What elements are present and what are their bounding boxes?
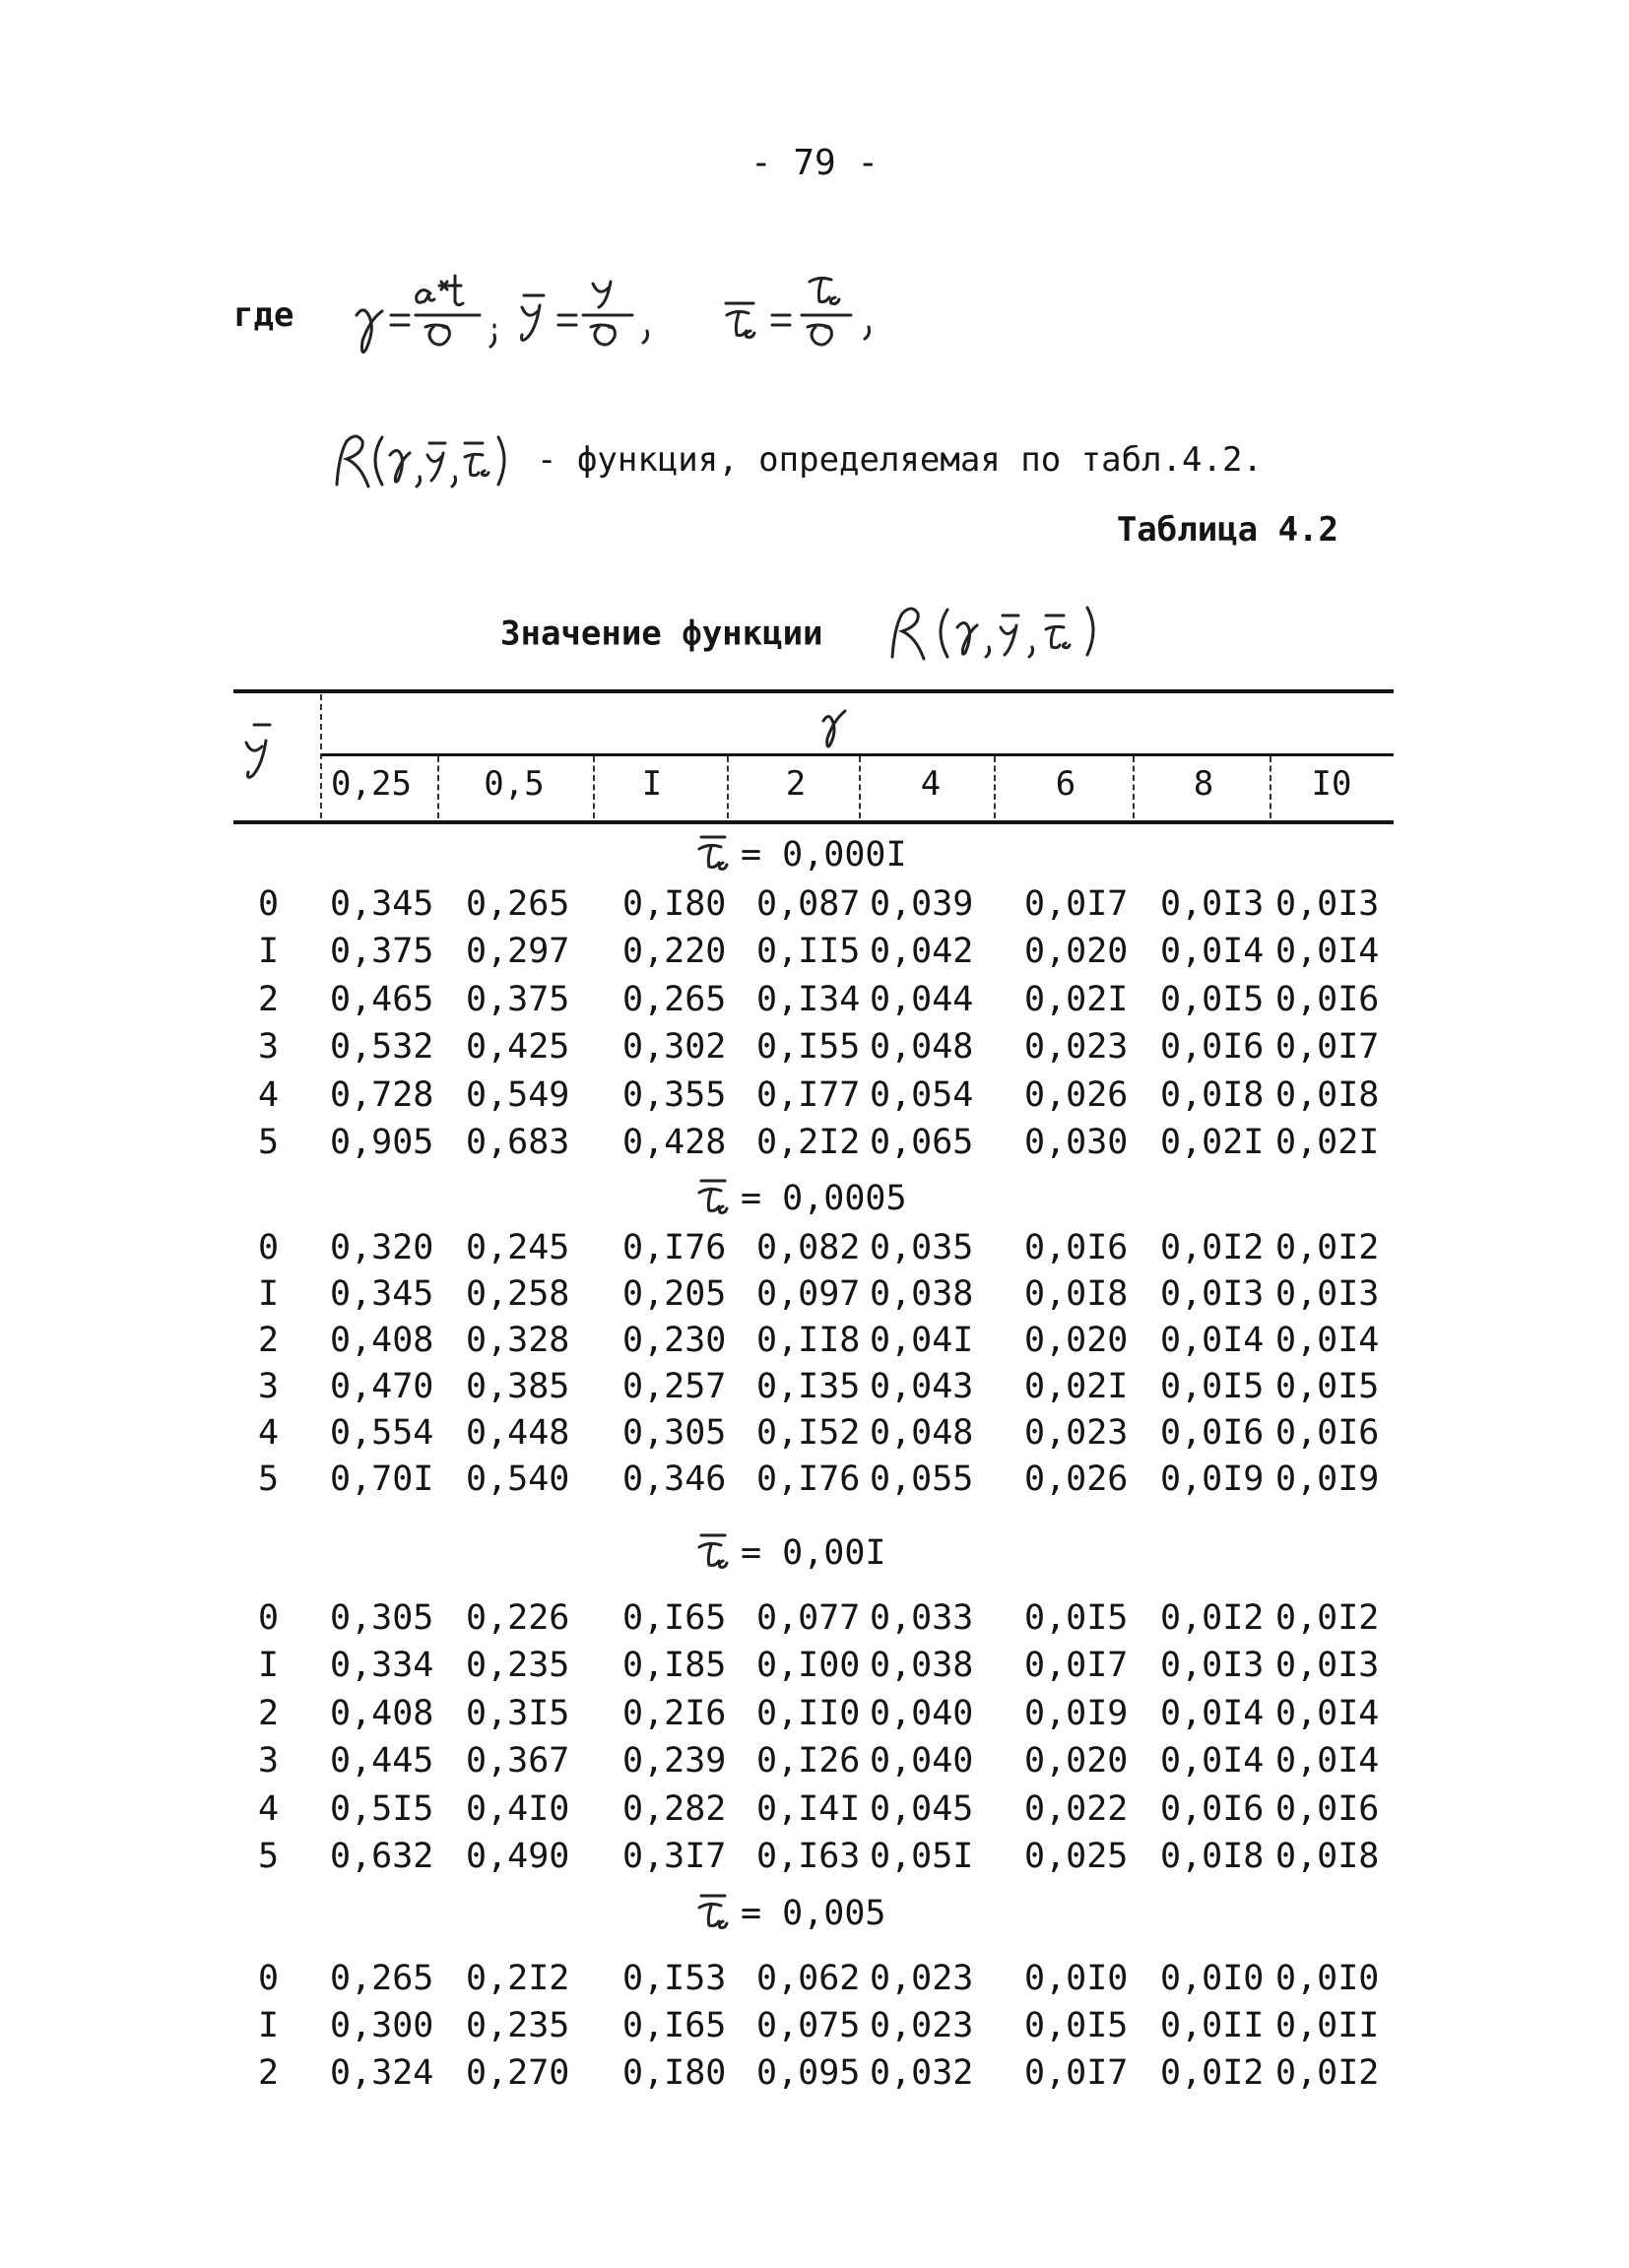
table-cell: 0,425 [466, 1027, 570, 1068]
table-cell: 0,020 [1024, 932, 1129, 972]
table-cell: 0,020 [1024, 1321, 1129, 1360]
table-cell: 0,0I3 [1160, 1646, 1265, 1686]
y-bar-value-cell: 0 [258, 1228, 280, 1267]
table-cell: 0,0I6 [1275, 1788, 1380, 1829]
table-cell: 0,I52 [756, 1413, 861, 1453]
table-cell: 0,226 [466, 1598, 570, 1638]
table-cell: 0,I80 [622, 2053, 727, 2093]
table-cell: 0,02I [1275, 1123, 1380, 1162]
table-cell: 0,0I4 [1275, 932, 1380, 972]
table-cell: 0,032 [870, 2053, 974, 2093]
table-cell: 0,345 [330, 1274, 434, 1314]
table-cell: 0,70I [330, 1459, 434, 1499]
y-bar-value-cell: 5 [258, 1837, 280, 1876]
table-cell: 0,728 [330, 1074, 434, 1115]
table-cell: 0,490 [466, 1837, 570, 1876]
header-separator-6 [1133, 756, 1135, 818]
gamma-header-cell: 6 [1055, 764, 1076, 804]
table-cell: 0,448 [466, 1413, 570, 1453]
table-cell: 0,I35 [756, 1367, 861, 1406]
table-cell: 0,0I7 [1024, 2053, 1129, 2093]
table-cell: 0,258 [466, 1274, 570, 1314]
table-cell: 0,320 [330, 1228, 434, 1267]
table-cell: 0,375 [466, 979, 570, 1019]
table-cell: 0,030 [1024, 1123, 1129, 1162]
table-number: Таблица 4.2 [1116, 510, 1338, 550]
table-cell: 0,020 [1024, 1741, 1129, 1782]
tau0-bar-symbol [693, 829, 733, 873]
table-cell: 0,0I6 [1160, 1027, 1265, 1068]
r-function-handwritten-symbol [325, 425, 537, 494]
table-cell: 0,I34 [756, 979, 861, 1019]
table-cell: 0,043 [870, 1367, 974, 1406]
table-cell: 0,0I7 [1024, 884, 1129, 924]
table-cell: 0,3I5 [466, 1693, 570, 1733]
table-cell: 0,683 [466, 1123, 570, 1162]
tau0-bar-symbol [693, 1527, 733, 1571]
function-description [325, 425, 1263, 494]
table-cell: 0,0I8 [1160, 1837, 1265, 1876]
y-bar-value-cell: 0 [258, 1959, 280, 1998]
header-separator-3 [727, 756, 729, 818]
table-cell: 0,0I5 [1024, 1598, 1129, 1638]
table-cell: 0,02I [1024, 1367, 1129, 1406]
y-bar-value-cell: 5 [258, 1459, 280, 1499]
table-cell: 0,367 [466, 1741, 570, 1782]
table-cell: 0,087 [756, 884, 861, 924]
table-cell: 0,II5 [756, 932, 861, 972]
table-cell: 0,0I4 [1275, 1693, 1380, 1733]
table-cell: 0,0I5 [1024, 2006, 1129, 2045]
y-bar-header-symbol [236, 717, 286, 786]
table-cell: 0,04I [870, 1321, 974, 1360]
table-cell: 0,I55 [756, 1027, 861, 1068]
table-cell: 0,0I8 [1275, 1837, 1380, 1876]
table-cell: 0,3I7 [622, 1837, 727, 1876]
table-cell: 0,I85 [622, 1646, 727, 1686]
table-cell: 0,023 [870, 1959, 974, 1998]
table-cell: 0,345 [330, 884, 434, 924]
table-cell: 0,239 [622, 1741, 727, 1782]
table-cell: 0,470 [330, 1367, 434, 1406]
y-bar-value-cell: 2 [258, 1693, 280, 1733]
header-separator-5 [994, 756, 996, 818]
table-cell: 0,097 [756, 1274, 861, 1314]
table-cell: 0,095 [756, 2053, 861, 2093]
table-cell: 0,305 [622, 1413, 727, 1453]
table-cell: 0,02I [1024, 979, 1129, 1019]
table-cell: 0,039 [870, 884, 974, 924]
table-top-rule [233, 689, 1394, 693]
table-cell: 0,0I2 [1275, 1598, 1380, 1638]
y-bar-value-cell: 4 [258, 1413, 280, 1453]
table-header-bottom-rule [233, 820, 1394, 824]
table-cell: 0,324 [330, 2053, 434, 2093]
y-bar-value-cell: 3 [258, 1741, 280, 1782]
table-cell: 0,0I6 [1275, 1413, 1380, 1453]
table-cell: 0,245 [466, 1228, 570, 1267]
table-cell: 0,033 [870, 1598, 974, 1638]
table-cell: 0,305 [330, 1598, 434, 1638]
table-cell: 0,0I6 [1160, 1413, 1265, 1453]
table-cell: 0,0I2 [1275, 2053, 1380, 2093]
table-cell: 0,023 [1024, 1027, 1129, 1068]
table-cell: 0,I00 [756, 1646, 861, 1686]
table-cell: 0,0I2 [1160, 1228, 1265, 1267]
table-cell: 0,0I9 [1024, 1693, 1129, 1733]
table-cell: 0,0I6 [1160, 1788, 1265, 1829]
y-bar-value-cell: 2 [258, 1321, 280, 1360]
table-cell: 0,048 [870, 1027, 974, 1068]
table-cell: 0,040 [870, 1693, 974, 1733]
table-cell: 0,065 [870, 1123, 974, 1162]
table-cell: 0,905 [330, 1123, 434, 1162]
table-cell: 0,026 [1024, 1459, 1129, 1499]
table-cell: 0,2I2 [466, 1959, 570, 1998]
gamma-header-cell: 2 [785, 764, 807, 804]
table-cell: 0,0I5 [1160, 979, 1265, 1019]
table-cell: 0,I63 [756, 1837, 861, 1876]
table-cell: 0,0I0 [1024, 1959, 1129, 1998]
gamma-subheader-rule [322, 753, 1394, 756]
y-bar-value-cell: 4 [258, 1788, 280, 1829]
tau0-bar-symbol [693, 1888, 733, 1931]
table-cell: 0,040 [870, 1741, 974, 1782]
table-cell: 0,346 [622, 1459, 727, 1499]
page-number: - 79 - [749, 143, 880, 183]
y-bar-value-cell: 0 [258, 1598, 280, 1638]
table-cell: 0,302 [622, 1027, 727, 1068]
table-cell: 0,465 [330, 979, 434, 1019]
r-function-title-symbol [880, 596, 1146, 675]
y-bar-value-cell: 3 [258, 1367, 280, 1406]
table-title [500, 596, 1146, 675]
table-cell: 0,265 [622, 979, 727, 1019]
table-cell: 0,355 [622, 1074, 727, 1115]
table-cell: 0,0I9 [1275, 1459, 1380, 1499]
table-cell: 0,048 [870, 1413, 974, 1453]
table-cell: 0,II0 [756, 1693, 861, 1733]
y-bar-value-cell: 2 [258, 2053, 280, 2093]
y-bar-value-cell: 5 [258, 1123, 280, 1162]
table-cell: 0,0II [1275, 2006, 1380, 2045]
header-separator-1 [437, 756, 439, 818]
table-cell: 0,0I8 [1024, 1274, 1129, 1314]
tau0-group-label: = 0,000I [741, 835, 907, 875]
table-cell: 0,045 [870, 1788, 974, 1829]
tau0-group-label: = 0,00I [741, 1533, 886, 1573]
table-cell: 0,300 [330, 2006, 434, 2045]
table-cell: 0,265 [466, 884, 570, 924]
table-cell: 0,0I3 [1160, 884, 1265, 924]
y-bar-value-cell: I [258, 1646, 280, 1686]
table-cell: 0,I76 [756, 1459, 861, 1499]
table-cell: 0,408 [330, 1321, 434, 1360]
table-cell: 0,075 [756, 2006, 861, 2045]
table-cell: 0,375 [330, 932, 434, 972]
table-cell: 0,I65 [622, 1598, 727, 1638]
table-title-text: Значение функции [500, 614, 823, 654]
table-cell: 0,022 [1024, 1788, 1129, 1829]
table-cell: 0,549 [466, 1074, 570, 1115]
table-cell: 0,077 [756, 1598, 861, 1638]
table-cell: 0,428 [622, 1123, 727, 1162]
table-cell: 0,0II [1160, 2006, 1265, 2045]
table-cell: 0,220 [622, 932, 727, 972]
table-cell: 0,4I0 [466, 1788, 570, 1829]
table-cell: 0,I80 [622, 884, 727, 924]
gamma-header-symbol [817, 701, 857, 752]
table-cell: 0,035 [870, 1228, 974, 1267]
function-description-text: - функция, определяемая по табл.4.2. [537, 440, 1263, 480]
table-cell: 0,540 [466, 1459, 570, 1499]
table-cell: 0,026 [1024, 1074, 1129, 1115]
table-cell: 0,235 [466, 2006, 570, 2045]
table-cell: 0,0I6 [1024, 1228, 1129, 1267]
table-cell: 0,0I0 [1160, 1959, 1265, 1998]
table-cell: 0,205 [622, 1274, 727, 1314]
header-separator-7 [1270, 756, 1271, 818]
table-cell: 0,0I5 [1275, 1367, 1380, 1406]
table-cell: 0,257 [622, 1367, 727, 1406]
table-cell: 0,I76 [622, 1228, 727, 1267]
table-cell: 0,0I4 [1160, 932, 1265, 972]
table-cell: 0,0I4 [1275, 1321, 1380, 1360]
table-cell: 0,025 [1024, 1837, 1129, 1876]
table-cell: 0,408 [330, 1693, 434, 1733]
tau0-bar-symbol [693, 1173, 733, 1216]
y-bar-value-cell: 0 [258, 884, 280, 924]
table-cell: 0,0I7 [1024, 1646, 1129, 1686]
table-cell: 0,270 [466, 2053, 570, 2093]
header-separator-4 [859, 756, 861, 818]
table-cell: 0,062 [756, 1959, 861, 1998]
table-cell: 0,0I3 [1160, 1274, 1265, 1314]
table-cell: 0,0I4 [1160, 1321, 1265, 1360]
table-cell: 0,I77 [756, 1074, 861, 1115]
table-cell: 0,0I2 [1160, 1598, 1265, 1638]
table-cell: 0,0I7 [1275, 1027, 1380, 1068]
table-cell: 0,I4I [756, 1788, 861, 1829]
table-cell: 0,632 [330, 1837, 434, 1876]
table-cell: 0,055 [870, 1459, 974, 1499]
gamma-header-cell: I0 [1311, 764, 1352, 804]
table-cell: 0,0I0 [1275, 1959, 1380, 1998]
tau0-group-label: = 0,0005 [741, 1179, 907, 1218]
table-cell: 0,0I3 [1275, 884, 1380, 924]
table-cell: 0,082 [756, 1228, 861, 1267]
table-cell: 0,385 [466, 1367, 570, 1406]
table-cell: 0,02I [1160, 1123, 1265, 1162]
table-cell: 0,532 [330, 1027, 434, 1068]
table-cell: 0,023 [1024, 1413, 1129, 1453]
table-cell: 0,038 [870, 1646, 974, 1686]
y-bar-value-cell: 4 [258, 1074, 280, 1115]
table-cell: 0,235 [466, 1646, 570, 1686]
table-cell: 0,023 [870, 2006, 974, 2045]
table-cell: 0,230 [622, 1321, 727, 1360]
y-bar-value-cell: 3 [258, 1027, 280, 1068]
table-cell: 0,05I [870, 1837, 974, 1876]
where-label: где [233, 295, 294, 335]
table-cell: 0,I53 [622, 1959, 727, 1998]
gamma-header-cell: 0,25 [331, 764, 412, 804]
table-cell: 0,5I5 [330, 1788, 434, 1829]
table-cell: 0,0I2 [1275, 1228, 1380, 1267]
table-cell: 0,0I4 [1160, 1741, 1265, 1782]
gamma-header-cell: 0,5 [484, 764, 545, 804]
table-cell: 0,0I4 [1160, 1693, 1265, 1733]
table-cell: 0,I26 [756, 1741, 861, 1782]
table-cell: 0,054 [870, 1074, 974, 1115]
table-cell: 0,044 [870, 979, 974, 1019]
table-cell: 0,297 [466, 932, 570, 972]
table-cell: 0,334 [330, 1646, 434, 1686]
y-bar-value-cell: 2 [258, 979, 280, 1019]
table-cell: 0,0I4 [1275, 1741, 1380, 1782]
table-cell: 0,0I2 [1160, 2053, 1265, 2093]
table-cell: 0,554 [330, 1413, 434, 1453]
gamma-header-cell: 8 [1193, 764, 1214, 804]
gamma-header-cell: I [641, 764, 663, 804]
table-cell: 0,0I5 [1160, 1367, 1265, 1406]
table-cell: 0,0I6 [1275, 979, 1380, 1019]
table-cell: 0,042 [870, 932, 974, 972]
table-cell: 0,0I3 [1275, 1274, 1380, 1314]
table-cell: 0,2I6 [622, 1693, 727, 1733]
table-cell: 0,445 [330, 1741, 434, 1782]
table-cell: 0,328 [466, 1321, 570, 1360]
table-cell: 0,2I2 [756, 1123, 861, 1162]
variable-definitions-formula [347, 266, 1036, 374]
y-bar-value-cell: I [258, 2006, 280, 2045]
table-cell: 0,I65 [622, 2006, 727, 2045]
y-bar-value-cell: I [258, 932, 280, 972]
table-cell: 0,0I3 [1275, 1646, 1380, 1686]
table-cell: 0,0I8 [1275, 1074, 1380, 1115]
table-cell: 0,038 [870, 1274, 974, 1314]
table-cell: 0,282 [622, 1788, 727, 1829]
y-bar-value-cell: I [258, 1274, 280, 1314]
gamma-header-cell: 4 [920, 764, 942, 804]
tau0-group-label: = 0,005 [741, 1894, 886, 1933]
table-cell: 0,0I9 [1160, 1459, 1265, 1499]
table-cell: 0,265 [330, 1959, 434, 1998]
table-cell: 0,0I8 [1160, 1074, 1265, 1115]
table-cell: 0,II8 [756, 1321, 861, 1360]
